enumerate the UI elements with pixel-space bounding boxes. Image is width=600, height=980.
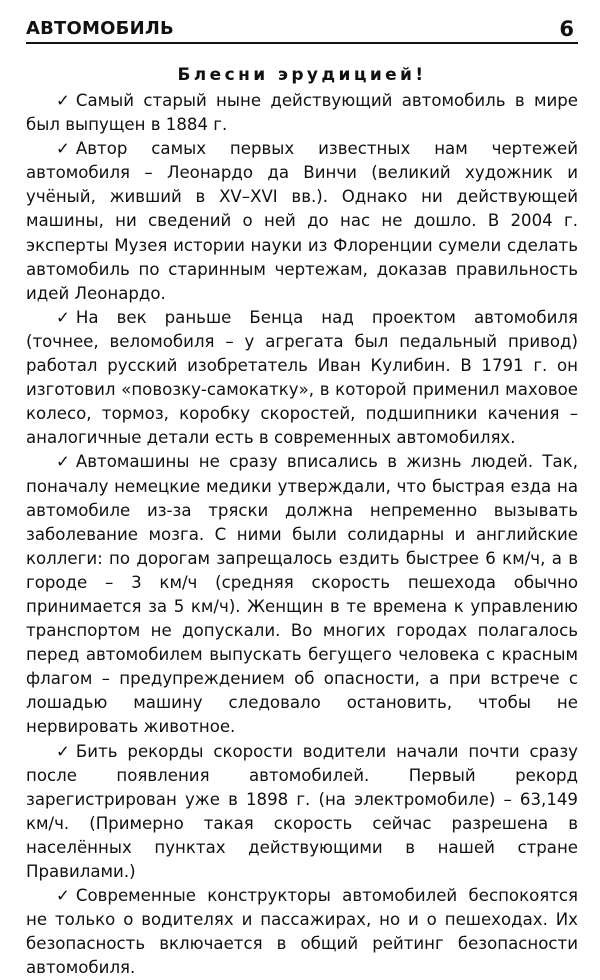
fact-text: На век раньше Бенца над проектом автомобиля (точнее, веломобиля – у агрегата был педальный привод) работал русский изобретатель Иван Кулибин. В 1791 г. он изготовил «повозку-самокатку», в которой применил маховое колесо, тормоз, коробку скоростей, подшипники качения – аналогичные детали есть в современных автомобилях.: [26, 307, 578, 448]
fact-text: Современные конструкторы автомобилей беспокоятся не только о водителях и пассажирах, но и о пешеходах. Их безопасность включается в общий рейтинг безопасности автомобиля.: [26, 886, 578, 978]
section-title: АВТОМОБИЛЬ: [26, 18, 174, 39]
fact-text: Автомашины не сразу вписались в жизнь людей. Так, поначалу немецкие медики утверждали, что быстрая езда на автомобиле из-за тряски должна непременно вызывать заболевание мозга. С ними были солидарны и английские коллеги: по дорогам запрещалось ездить быстрее 6 км/ч, а в городе – 3 км/ч (средняя скорость пешехода обычно принимается за 5 км/ч). Женщин в те времена к управлению транспортом не допускали. Во многих городах полагалось перед автомобилем выпускать бегущего человека с красным флагом – предупреждением об опасности, а при встрече с лошадью машину следовало остановить, чтобы не нервировать животное.: [26, 452, 578, 737]
check-icon: ✓: [56, 452, 70, 472]
fact-text: Самый старый ныне действующий автомобиль в мире был выпущен в 1884 г.: [26, 91, 578, 135]
fact-paragraph: [26, 89, 578, 137]
check-icon: ✓: [56, 91, 70, 110]
check-icon: ✓: [56, 741, 70, 761]
check-icon: ✓: [56, 886, 70, 906]
fact-paragraph: [26, 306, 578, 451]
check-icon: ✓: [56, 139, 70, 159]
page-number: 6: [559, 17, 574, 41]
fact-text: Автор самых первых известных нам чертежей автомобиля – Леонардо да Винчи (великий художник и учёный, живший в XV–XVI вв.). Однако ни действующей машины, ни сведений о ней до нас не дошло. В 2004 г. эксперты Музея истории науки из Флоренции сумели сделать автомобиль по старинным чертежам, доказав правильность идей Леонардо.: [26, 139, 578, 303]
check-icon: ✓: [56, 307, 70, 327]
running-header: [26, 0, 578, 42]
article-title: Блесни эрудицией!: [177, 65, 427, 85]
header-rule: [26, 42, 578, 44]
article-body: [26, 89, 578, 980]
fact-paragraph: [26, 450, 578, 739]
fact-paragraph: [26, 137, 578, 306]
fact-paragraph: [26, 884, 578, 980]
fact-text: Бить рекорды скорости водители начали почти сразу после появления автомобилей. Первый рекорд зарегистрирован уже в 1898 г. (на электромобиле) – 63,149 км/ч. (Примерно такая скорость сейчас разрешена в населённых пунктах действующими в нашей стране Правилами.): [26, 741, 578, 881]
fact-paragraph: [26, 740, 578, 885]
